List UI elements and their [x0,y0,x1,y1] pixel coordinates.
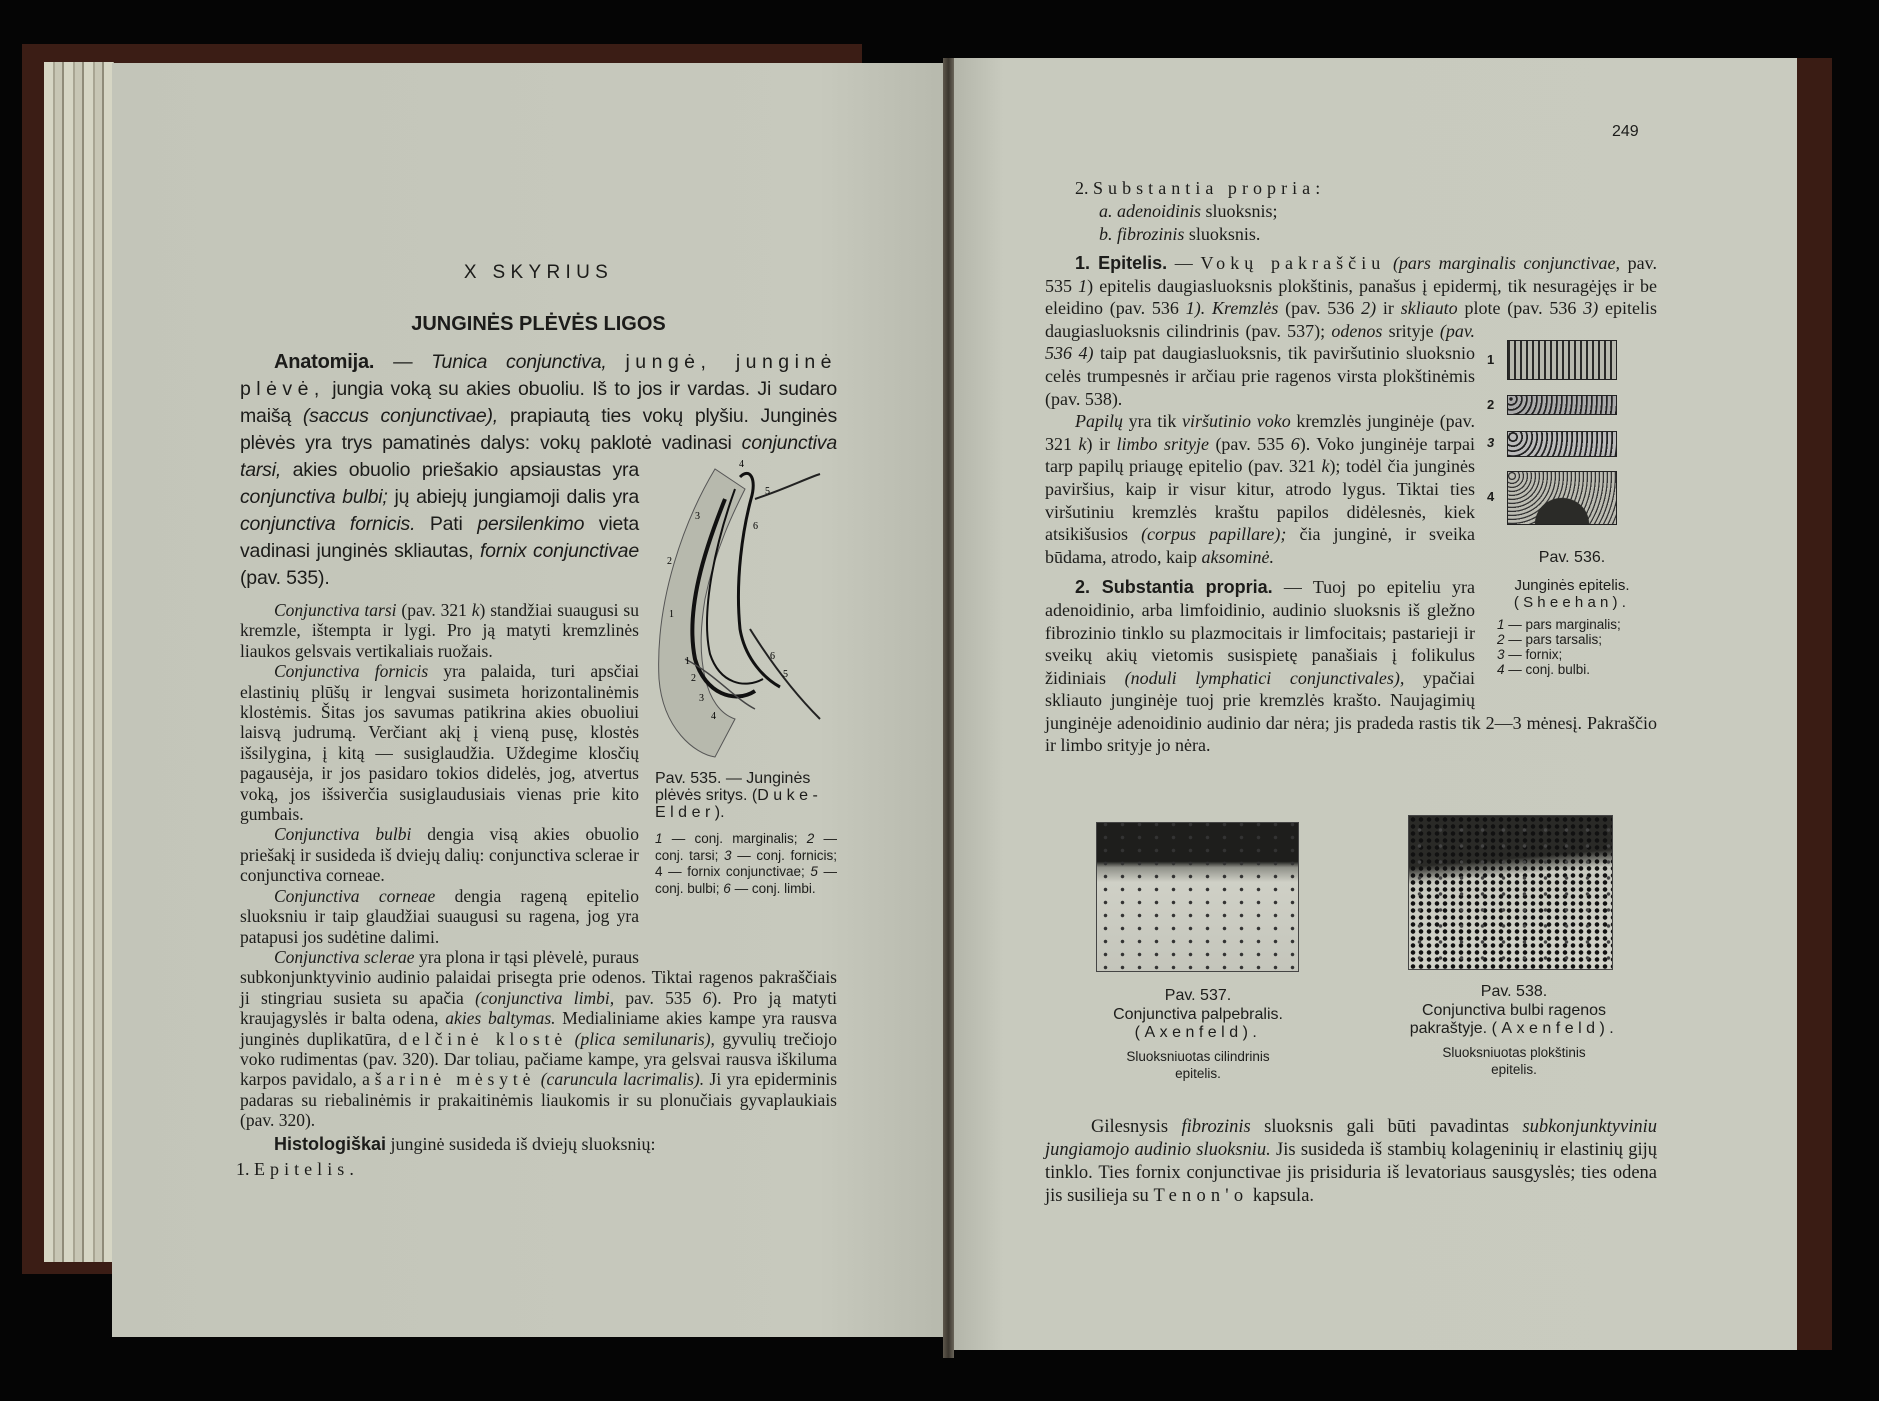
text-run: — pars tarsalis; [1504,632,1603,648]
fig536-title: Pav. 536. [1538,548,1606,566]
italic-text: (plica semilunaris), [574,1028,715,1049]
text-run: čia junginė, ir sveika būdama, atrodo, kaip [1045,524,1476,567]
text-run: ). Voko junginėje tarpai tarp papilų priaugę epitelio (pav. 321 [1045,433,1475,477]
italic-text: 3) [1583,298,1599,319]
text-run: — conj. limbi. [730,880,816,896]
italic-text: k [1078,433,1087,454]
fig536-strip-conj-bulbi [1507,471,1617,525]
spaced-text: Substantia propria: [1093,178,1326,198]
list-item-b [1045,223,1657,246]
fig536-label: 3 [1487,435,1495,451]
text-run [1205,298,1212,318]
text-run: epitelis daugiasluoksnis cilindrinis (pav. 537); [1045,298,1657,341]
text-run: taip pat daugiasluoksnis, tik paviršutinio sluoksnio celės trumpesnės ir arčiau prie ragenos virsta plokštinėmis (pav. 538). [1045,343,1475,409]
list-item-epitelis [236,1157,837,1181]
fig535-legend [655,831,837,897]
spaced-text: Epitelis. [254,1158,359,1179]
text-run: ypačiai skliauto junginėje tuoj prie kremzlės krašto. Naujagimių junginėje adenoidinio audinio dar nėra; jis pradeda rastis tik 2—3 mėnesį. Pakraščio ir limbo srityje jo nėra. [1045,667,1657,756]
italic-text: 1 [655,831,663,846]
spaced-text: ašarinė mėsytė [362,1069,536,1090]
fig535-label: 4 [739,459,744,470]
text-run: ) ir [1086,433,1117,454]
italic-text: 4 [1497,662,1505,678]
text-run: dengia rageną epitelio sluoksniu ir taip glaudžiai suaugusi su ragena, jog yra patapusi jos sudėtine dalimi. [240,885,640,947]
text-run: ). Pro ją matyti kraujagyslės ir balta odena, [240,987,837,1029]
bold-text: Histologiškai [274,1133,387,1154]
text-run: Ji yra epiderminis padaras su riebalinėmis ir prakaitinėmis liaukomis ir su plonučiais gyvaplaukiais (pav. 320). [240,1069,838,1131]
text-run: Jis susideda iš stambių kolageninių ir elastinių gijų tinklo. Ties fornix conjunctivae jis prisiduria iš levatoriaus sausgyslės; ties odena jis susilieja su [1045,1140,1657,1206]
italic-text: 3 [1497,647,1505,663]
fig536-label: 1 [1487,351,1495,367]
list-heading-substantia-propria [1045,177,1657,200]
italic-text: 1 [1078,275,1088,296]
italic-text: limbo srityje [1116,433,1209,454]
fig538-note: Sluoksniuotas plokštinis epitelis. [1442,1045,1586,1077]
spaced-text: Vokų pakraščiu [1200,253,1386,273]
text-run: — conj. marginalis; [662,831,807,846]
spaced-text: Duke-Elder [655,787,823,821]
fig536-legend-item [1497,632,1657,647]
text-run: Gilesnysis [1091,1117,1182,1137]
figure-536 [1487,336,1657,708]
text-run: ) standžiai suaugusi su kremzle, ištempta ir lygi. Pro ją matyti kremzlinės liaukos gelsvais vertikaliais ruožais. [240,600,639,661]
italic-text: fornix conjunctivae [479,540,639,562]
bold-text: 1. Epitelis. [1075,253,1168,273]
page-number: 249 [1612,123,1639,140]
fig535-label: 2 [667,556,672,567]
italic-text: subkonjunktyviniu jungiamojo audinio sluoksniu. [1045,1117,1657,1160]
fig536-legend-item [1497,617,1657,632]
italic-text: (conjunctiva limbi, [475,987,615,1008]
fig535-caption [655,770,837,821]
text-run: jų abiejų jungiamoji dalis yra [387,486,639,508]
text-run: kapsula. [1248,1186,1315,1206]
text-run: Medialiniame akies kampe yra rausva junginės duplikatūra, [240,1008,837,1049]
fig536-strip-fornix [1507,431,1617,457]
fig535-label: 3 [699,693,704,704]
italic-text: 2 [806,831,815,846]
text-run [567,1029,575,1049]
text-run: — conj. bulbi; [655,864,837,896]
text-run: ir [1376,298,1401,319]
italic-text: persilenkimo [477,513,585,535]
figure-535 [655,459,837,947]
italic-text: a. adenoidinis [1099,201,1201,221]
text-run: vieta vadinasi junginės skliautas, [240,513,639,562]
text-run: (pav. 535). [240,567,330,589]
text-run: — pars marginalis; [1504,617,1621,633]
text-run: — [374,351,432,373]
book-gutter [943,58,954,1358]
italic-text: (corpus papillare); [1141,524,1287,545]
fig536-legend-item [1497,662,1657,677]
fig537-subtitle: Conjunctiva palpebralis. [1113,1006,1283,1023]
text-run [607,351,626,373]
fig535-eyelid-diagram [655,459,825,759]
text-run: akies obuolio priešakio apsiaustas yra [281,459,639,481]
text-run: yra palaida, turi apsčiai elastinių plūšų ir lengvai susimeta horizontalinėmis klostėmis. Šitas jos savumas patikrina akies obuoliui laisvą judrumą. Verčiant akį į vieną pusę, klostės išsilygina, į kitą — susiglaudžia. Uždegime klosčių pagausėja, ir jos pasidaro tokios didelės, jog, atvertus voką, jos išsiverčia susiglaudusiais vienas prie kito gumbais. [240,661,639,825]
italic-text: Conjunctiva fornicis [274,661,429,682]
spaced-text: delčinė klostė [398,1028,568,1049]
text-run: (pav. 536 [1278,298,1362,319]
text-run: — conj. bulbi. [1504,662,1591,678]
text-run: junginė susideda iš dviejų sluoksnių: [386,1133,656,1154]
italic-text: conjunctiva tarsi, [240,432,837,481]
italic-text: skliauto [1400,298,1458,319]
italic-text: viršutinio voko [1182,411,1291,432]
fig535-label: 4 [711,711,716,722]
text-run: sluoksnis. [1184,224,1261,244]
italic-text: 6 [723,880,731,896]
text-run: sluoksnis gali būti pavadintas [1250,1117,1523,1137]
text-run: srityje [1382,320,1440,341]
italic-text: Conjunctiva bulbi [274,824,412,845]
text-run: — fornix; [1504,647,1563,663]
italic-text: (saccus conjunctivae), [302,405,498,427]
list-item-a [1045,200,1657,223]
italic-text: 5 [810,864,818,879]
italic-text: 2) [1361,298,1377,319]
fig535-label: 5 [765,486,770,497]
text-run: 2. [1075,178,1093,198]
italic-text: Conjunctiva tarsi [274,600,397,620]
italic-text: fibrozinis [1181,1117,1251,1137]
italic-text: aksominė. [1201,546,1274,567]
italic-text: Papilų [1075,411,1123,432]
fig536-author: (Sheehan). [1513,594,1631,612]
italic-text: Conjunctiva corneae [274,885,436,906]
paragraph-conjunctiva-sclerae [240,947,837,1131]
text-run: sluoksnis; [1201,201,1278,221]
italic-text: odenos [1331,320,1383,341]
fig535-label: 1 [669,609,674,620]
right-page-body [1045,177,1657,757]
fig536-subtitle: Junginės epitelis. [1514,577,1630,595]
fig537-author: (Axenfeld). [1134,1024,1262,1041]
text-run: — Tuoj po epiteliu yra adenoidinio, arba limfoidinio, audinio sluoksnis iš gležno fibrozinio tinklo su plazmocitais ir limfocitais; pastarieji ir sveikų akių vietomis susispietę panašiais į folikulus židiniais [1045,577,1475,688]
italic-text: Tunica conjunctiva, [431,351,607,373]
italic-text: conjunctiva fornicis. [240,513,416,535]
text-run: Pati [415,513,478,535]
italic-text: b. fibrozinis [1099,224,1185,244]
fig535-label: 1 [685,656,690,667]
text-run: — [1167,253,1201,273]
fig538-subtitle: Conjunctiva bulbi ragenos pakraštyje. [1409,1002,1607,1037]
fig538-title: Pav. 538. [1480,983,1548,1000]
text-run: ). [714,804,725,821]
bold-text: 2. Substantia propria. [1075,577,1273,598]
spaced-text: jungė, junginė plėvė, [240,351,837,400]
left-page-body [236,349,838,1181]
italic-text: (pav. 536 4) [1045,320,1475,364]
fig535-label: 6 [770,651,775,662]
fig536-label: 4 [1487,489,1495,505]
text-run: pav. 535 [1045,253,1657,296]
fig535-label: 2 [691,673,696,684]
fig535-label: 5 [783,669,788,680]
text-run: (pav. 535 [1208,433,1291,454]
italic-text: 6 [1290,433,1300,454]
text-run: 1. [236,1158,254,1179]
italic-text: k [1321,456,1330,477]
italic-text: akies baltymas. [445,1008,556,1029]
text-run: plote (pav. 536 [1457,298,1584,319]
text-run: jungia voką su akies obuoliu. Iš to jos ir vardas. Ji sudaro maišą [240,378,837,427]
bold-text: Anatomija. [274,351,375,373]
text-run: ); todėl čia junginės paviršius, kaip ir visur kitur, atrodo lygus. Tiktai ties viršutiniu kremzlės kraštu papilos didėlesnės, kiek atsikišusios [1045,456,1475,545]
paragraph-fibrozinis [1045,1116,1657,1208]
text-run: (pav. 321 [396,600,472,620]
fig536-legend-item [1497,647,1657,662]
figure-537-caption [1080,986,1316,1082]
chapter-heading: X SKYRIUS [463,262,614,283]
italic-text: 6 [702,987,712,1008]
fig535-label: 3 [695,511,700,522]
final-paragraph-text [1045,1116,1657,1208]
text-run: — conj. fornicis; 4 — fornix conjunctivae; [655,847,837,879]
italic-text: conjunctiva bulbi; [240,486,388,508]
fig535-label: 6 [753,521,758,532]
italic-text: 1). [1185,298,1206,319]
text-run: gyvulių trečiojo voko rudimentas (pav. 320). Dar toliau, pačiame kampe, yra gelsvai rausva iškiluma karpos pavidalo, [240,1028,837,1090]
text-run: yra plona ir tąsi plėvelė, puraus subkonjunktyvinio audinio palaidai prisegta prie odenos. Tiktai ragenos pakraščiais ji stingriau susieta su apačia [240,946,837,1008]
italic-text: 2 [1497,632,1505,648]
fig537-title: Pav. 537. [1164,987,1232,1004]
text-run: pav. 535 [614,987,703,1008]
italic-text: Kremzlės [1212,298,1279,319]
fig538-histology-image [1408,815,1613,970]
text-run: Pav. 535. — Junginės plėvės sritys. ( [655,770,811,804]
text-run: prapiautą ties vokų plyšiu. Junginės plėvės yra trys pamatinės dalys: vokų paklotė vadinasi [240,405,837,454]
page-stack-edges [44,62,114,1262]
fig537-note: Sluoksniuotas cilindrinis epitelis. [1126,1049,1270,1081]
fig538-author: (Axenfeld). [1491,1020,1619,1037]
italic-text: (noduli lymphatici conjunctivales), [1124,667,1405,688]
fig537-histology-image [1096,822,1299,972]
italic-text: (pars marginalis conjunctivae, [1392,253,1621,273]
fig536-label: 2 [1487,397,1495,412]
italic-text: 1 [1497,617,1505,633]
text-run: ) epitelis daugiasluoksnis plokštinis, panašus į epidermį, tik nesuragėjęs ir be eleidino (pav. 536 [1045,275,1658,319]
italic-text: k [471,600,480,620]
paragraph-histology [240,1131,837,1157]
italic-text: (caruncula lacrimalis). [540,1069,705,1090]
chapter-title: JUNGINĖS PLĖVĖS LIGOS [411,313,666,335]
fig536-strip-pars-tarsalis [1507,395,1617,415]
italic-text: Conjunctiva sclerae [274,946,415,967]
text-run: dengia visą akies obuolio priešakį ir susideda iš dviejų dalių: conjunctiva sclerae ir conjunctiva corneae. [240,824,639,886]
italic-text: 3 [724,847,732,863]
spaced-text: Tenon'o [1153,1186,1249,1206]
figure-538-caption [1396,982,1632,1078]
fig536-strip-pars-marginalis [1507,340,1617,380]
text-run: kremzlės junginėje (pav. 321 [1045,411,1476,454]
text-run: yra tik [1123,411,1183,432]
text-run [1385,253,1393,273]
text-run: — conj. tarsi; [655,831,837,863]
